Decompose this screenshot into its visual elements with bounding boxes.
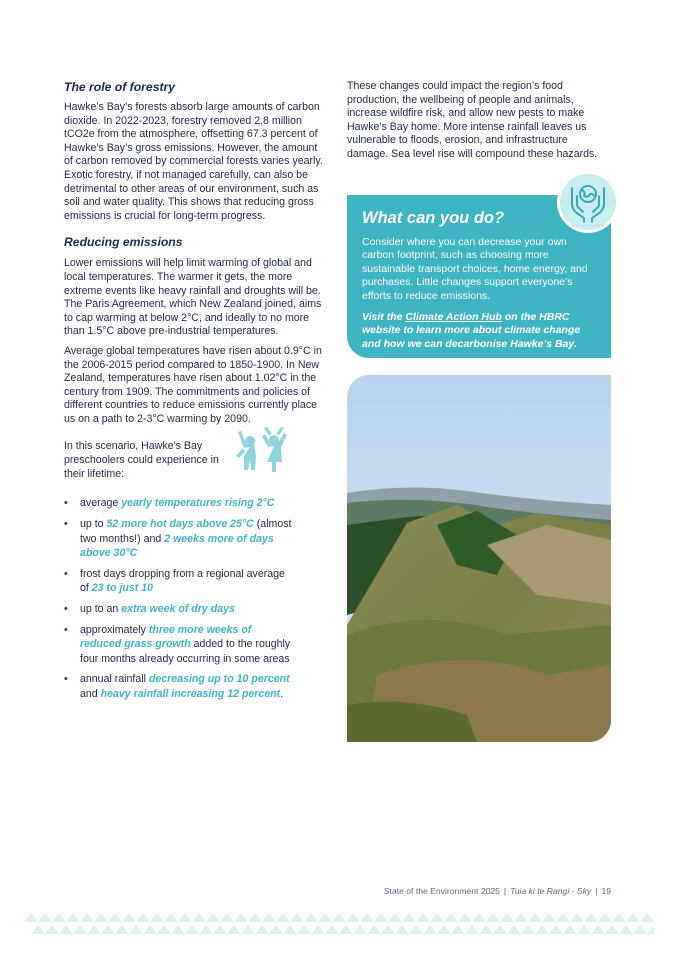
list-item: • approximately three more weeks of reduced grass growth added to the roughly four months already occurring in some areas: [64, 623, 294, 667]
list-item: • frost days dropping from a regional average of 23 to just 10: [64, 567, 294, 596]
list-item: • annual rainfall decreasing up to 10 percent and heavy rainfall increasing 12 percent.: [64, 672, 294, 701]
forestry-heading: The role of forestry: [64, 80, 176, 94]
list-item: • up to an extra week of dry days: [64, 602, 294, 617]
callout-heading: What can you do?: [362, 209, 505, 227]
page-number: 19: [601, 886, 611, 896]
page-footer: State of the Environment 2025 | Tuia ki te Rangi - Sky | 19: [383, 886, 611, 896]
lifetime-impacts-list: [64, 496, 328, 701]
callout-text: Consider where you can decrease your own carbon footprint, such as choosing more sustainable transport choices, home energy, and purchases. Little changes support everyone’s efforts to reduce emissions.: [362, 236, 588, 302]
children-jumping-icon: [232, 426, 292, 484]
climate-action-hub-link[interactable]: Climate Action Hub: [405, 311, 502, 324]
right-column: [347, 80, 611, 162]
hands-holding-globe-icon: [557, 171, 619, 233]
forestry-landscape-photo: [347, 375, 611, 742]
section-title: Tuia ki te Rangi - Sky: [510, 886, 592, 896]
publication-title: State of the Environment 2025: [383, 886, 500, 896]
decorative-triangle-pattern: [24, 911, 654, 935]
reducing-emissions-heading: Reducing emissions: [64, 235, 183, 250]
scenario-text: In this scenario, Hawke’s Bay preschoolers could experience in their lifetime:: [64, 440, 219, 480]
scenario-block: [64, 440, 328, 484]
impacts-paragraph: These changes could impact the region’s food production, the wellbeing of people and animals, increase wildfire risk, and allow new pests to make Hawke’s Bay home. More intense rainfall leaves us vulnerable to floods, erosion, and infrastructure damage. Sea level rise will compound these hazards.: [347, 80, 598, 160]
list-item: • average yearly temperatures rising 2°C: [64, 496, 294, 511]
reducing-paragraph-1: Lower emissions will help limit warming of global and local temperatures. The warmer it gets, the more extreme events like heavy rainfall and droughts will be. The Paris Agreement, which New Zealand joined, aims to cap warming at below 2°C, and ideally to no more than 1.5°C above pre-industrial temperatures.: [64, 257, 322, 338]
callout-cta: Visit the Climate Action Hub on the HBRC website to learn more about climate change and how we can decarbonise Hawke’s Bay.: [362, 311, 581, 350]
left-column: [64, 80, 328, 708]
hillside-forest-image: [347, 375, 611, 742]
forestry-paragraph: Hawke’s Bay’s forests absorb large amounts of carbon dioxide. In 2022-2023, forestry removed 2.8 million tCO2e from the atmosphere, offsetting 67.3 percent of Hawke’s Bay’s gross emissions. However, the amount of carbon removed by commercial forests varies yearly. Exotic forestry, if not managed carefully, can also be detrimental to other areas of our environment, such as soil and water quality. This shows that reducing gross emissions is crucial for long-term progress.: [64, 101, 323, 222]
list-item: • up to 52 more hot days above 25°C (almost two months!) and 2 weeks more of days above 30°C: [64, 517, 294, 561]
reducing-paragraph-2: Average global temperatures have risen about 0.9°C in the 2006-2015 period compared to 1850-1900. In New Zealand, temperatures have risen about 1.02°C in the century from 1909. The commitments and policies of different countries to reduce emissions currently place us on a path to 2-3°C warming by 2090.: [64, 344, 322, 425]
